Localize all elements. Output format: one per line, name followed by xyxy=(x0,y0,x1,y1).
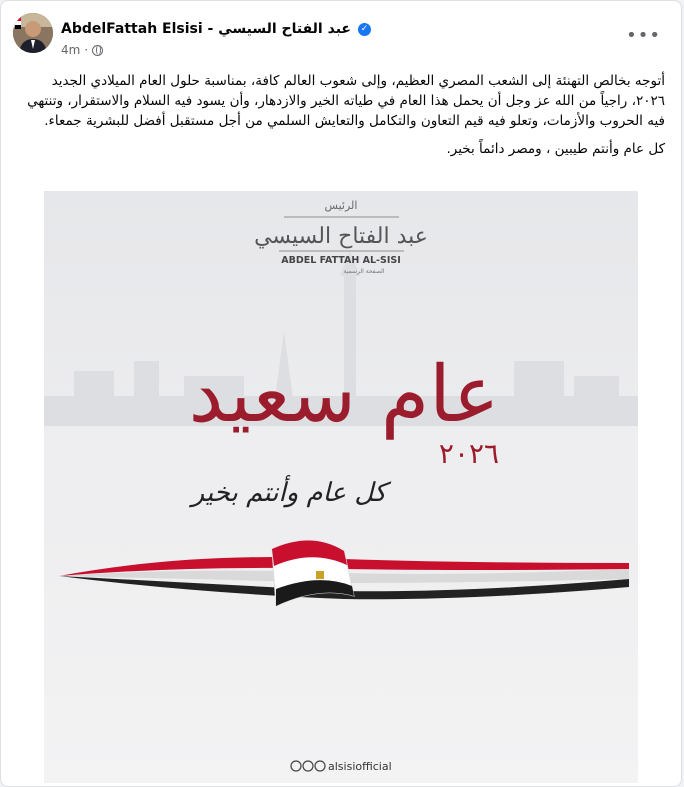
more-options-button[interactable]: ••• xyxy=(626,25,661,46)
verified-badge-icon: ✓ xyxy=(358,23,371,36)
post-meta: 4m · xyxy=(61,43,103,57)
logo-signature: عبد الفتاح السيسي xyxy=(254,224,428,249)
post-message: أتوجه بخالص التهنئة إلى الشعب المصري العظيم، وإلى شعوب العالم كافة، بمناسبة حلول العام الميلادي الجديد ٢٠٢٦، راجياً من الله عز وجل أن يحمل هذا العام في طياته الخير والازدهار، وأن يسود فيه السلام والاستقرار، وتنتهي فيه الحروب والأزمات، وتعلو فيه قيم التعاون والتكامل والتعايش السلمي من أجل مستقبل أفضل للبشرية جمعاء. xyxy=(27,73,665,129)
post-image[interactable] xyxy=(44,191,638,783)
logo-subtitle: الصفحة الرسمية xyxy=(343,268,385,275)
post-time[interactable]: 4m xyxy=(61,43,81,57)
post-text xyxy=(19,71,665,167)
logo-latin-name: ABDEL FATTAH AL-SISI xyxy=(281,255,401,266)
headline-text: عام سعيد xyxy=(188,350,500,440)
greeting-text: كل عام وأنتم بخير xyxy=(191,478,387,508)
logo-title: الرئيس xyxy=(324,199,358,212)
globe-icon xyxy=(92,45,103,56)
author-name[interactable]: AbdelFattah Elsisi - عبد الفتاح السيسي xyxy=(61,21,351,37)
social-handle: alsisiofficial xyxy=(328,760,392,773)
post-header xyxy=(13,13,669,59)
post-closing: كل عام وأنتم طيبين ، ومصر دائماً بخير. xyxy=(446,141,665,157)
author-line xyxy=(61,21,371,37)
year-text: ٢٠٢٦ xyxy=(438,437,500,470)
avatar[interactable] xyxy=(13,13,53,53)
